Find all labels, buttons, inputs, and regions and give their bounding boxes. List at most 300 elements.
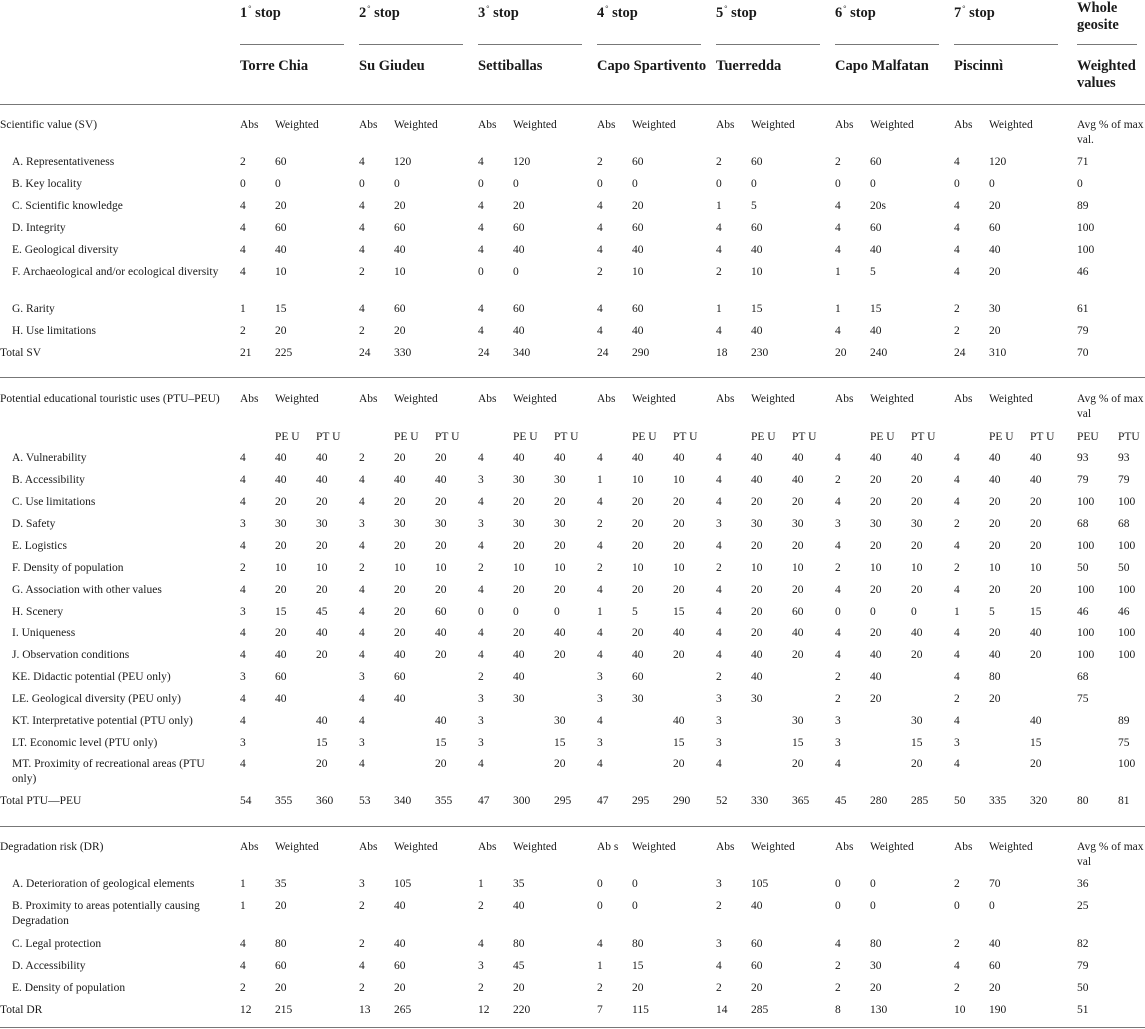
abs-value: 4 xyxy=(954,584,960,596)
stop-name-header: Settiballas xyxy=(478,58,543,74)
abs-value: 4 xyxy=(716,496,722,508)
abs-column-header: Abs xyxy=(835,119,854,131)
abs-value: 4 xyxy=(478,584,484,596)
weighted-value: 20 xyxy=(275,982,287,994)
criterion-label: E. Logistics xyxy=(12,540,67,552)
abs-value: 3 xyxy=(240,737,246,749)
weighted-column-header: Weighted xyxy=(751,119,795,131)
criterion-label: A. Deterioration of geological elements xyxy=(12,878,195,890)
weighted-column-header: Weighted xyxy=(513,119,557,131)
weighted-value: 40 xyxy=(751,452,763,464)
stop-number-header xyxy=(359,0,400,22)
weighted-value: 60 xyxy=(394,960,406,972)
abs-value: 4 xyxy=(478,540,484,552)
weighted-value: 30 xyxy=(751,693,763,705)
weighted-value: 40 xyxy=(751,900,763,912)
weighted-column-header: Weighted xyxy=(989,119,1033,131)
criterion-label: G. Rarity xyxy=(12,303,55,315)
ptu-weighted-value: 20 xyxy=(316,758,328,770)
weighted-value: 80 xyxy=(989,671,1001,683)
weighted-column-header: Weighted xyxy=(275,841,319,853)
criterion-label: KT. Interpretative potential (PTU only) xyxy=(12,715,193,727)
weighted-value: 0 xyxy=(513,606,519,618)
peu-subheader: PE U xyxy=(513,431,538,443)
weighted-column-header: Weighted xyxy=(751,393,795,405)
abs-value: 1 xyxy=(597,960,603,972)
ptu-weighted-value: 40 xyxy=(1030,715,1042,727)
weighted-value: 10 xyxy=(394,562,406,574)
weighted-value: 20 xyxy=(751,627,763,639)
abs-value: 4 xyxy=(954,540,960,552)
abs-value: 3 xyxy=(835,715,841,727)
ptu-weighted-value: 10 xyxy=(911,562,923,574)
weighted-value: 20 xyxy=(394,452,406,464)
weighted-value: 40 xyxy=(275,649,287,661)
abs-value: 3 xyxy=(835,518,841,530)
stop-name-header: Torre Chia xyxy=(240,58,309,74)
ptu-weighted-value: 20 xyxy=(316,584,328,596)
avg-percent-header: Avg % of max val. xyxy=(1077,119,1144,146)
abs-value: 4 xyxy=(716,960,722,972)
weighted-value: 20 xyxy=(275,584,287,596)
abs-value: 10 xyxy=(954,1004,966,1016)
weighted-value: 115 xyxy=(632,1004,649,1016)
ptu-weighted-value: 20 xyxy=(435,758,447,770)
abs-value: 3 xyxy=(597,671,603,683)
abs-value: 1 xyxy=(835,303,841,315)
ptu-weighted-value: 40 xyxy=(673,715,685,727)
abs-value: 4 xyxy=(835,325,841,337)
criterion-label: LE. Geological diversity (PEU only) xyxy=(12,693,181,705)
abs-value: 4 xyxy=(359,496,365,508)
weighted-value: 40 xyxy=(394,649,406,661)
weighted-value: 0 xyxy=(870,606,876,618)
abs-value: 2 xyxy=(954,982,960,994)
abs-value: 4 xyxy=(954,156,960,168)
abs-value: 4 xyxy=(359,758,365,770)
abs-value: 3 xyxy=(835,737,841,749)
peu-subheader: PE U xyxy=(870,431,895,443)
ptu-subheader: PT U xyxy=(435,431,460,443)
abs-value: 4 xyxy=(359,649,365,661)
weighted-value: 40 xyxy=(870,671,882,683)
weighted-value: 20 xyxy=(632,200,644,212)
weighted-column-header: Weighted xyxy=(394,119,438,131)
weighted-value: 60 xyxy=(275,156,287,168)
weighted-value: 20 xyxy=(513,627,525,639)
abs-value: 2 xyxy=(597,982,603,994)
weighted-value: 20 xyxy=(870,627,882,639)
stop-ordinal: 3 xyxy=(478,5,486,21)
weighted-value: 80 xyxy=(632,938,644,950)
weighted-value: 40 xyxy=(632,452,644,464)
weighted-value: 40 xyxy=(394,938,406,950)
weighted-value: 10 xyxy=(632,562,644,574)
abs-column-header: Abs xyxy=(716,393,735,405)
abs-value: 4 xyxy=(478,325,484,337)
abs-value: 2 xyxy=(240,562,246,574)
abs-value: 4 xyxy=(716,325,722,337)
abs-value: 14 xyxy=(716,1004,728,1016)
ptu-weighted-value: 20 xyxy=(435,540,447,552)
ptu-weighted-value: 60 xyxy=(792,606,804,618)
ptu-weighted-value: 15 xyxy=(673,737,685,749)
abs-value: 2 xyxy=(359,982,365,994)
weighted-value: 10 xyxy=(394,266,406,278)
abs-value: 4 xyxy=(359,606,365,618)
abs-value: 4 xyxy=(478,627,484,639)
whole-ptu-subheader: PTU xyxy=(1118,431,1140,443)
ptu-weighted-value: 20 xyxy=(554,584,566,596)
whole-geosite-value: 61 xyxy=(1077,303,1089,315)
weighted-value: 20 xyxy=(751,540,763,552)
whole-geosite-value: 93 xyxy=(1077,452,1089,464)
whole-geosite-value: 79 xyxy=(1077,325,1089,337)
weighted-value: 80 xyxy=(513,938,525,950)
abs-value: 0 xyxy=(597,178,603,190)
weighted-value: 105 xyxy=(751,878,769,890)
weighted-value: 20 xyxy=(513,584,525,596)
weighted-value: 20 xyxy=(394,982,406,994)
abs-value: 0 xyxy=(835,178,841,190)
abs-value: 8 xyxy=(835,1004,841,1016)
abs-value: 2 xyxy=(359,562,365,574)
abs-value: 3 xyxy=(716,693,722,705)
stop-header-rule xyxy=(359,44,463,45)
section-header-label: Scientific value (SV) xyxy=(0,119,98,131)
stop-name-header: Su Giudeu xyxy=(359,58,425,74)
ptu-weighted-value: 15 xyxy=(435,737,447,749)
ptu-weighted-value: 30 xyxy=(435,518,447,530)
whole-header-rule xyxy=(1077,44,1137,45)
abs-value: 2 xyxy=(835,562,841,574)
ptu-weighted-value: 10 xyxy=(673,562,685,574)
abs-value: 4 xyxy=(597,584,603,596)
weighted-value: 60 xyxy=(751,156,763,168)
ptu-weighted-value: 10 xyxy=(673,474,685,486)
abs-value: 7 xyxy=(597,1004,603,1016)
ptu-weighted-value: 20 xyxy=(673,649,685,661)
ptu-weighted-value: 20 xyxy=(673,540,685,552)
weighted-column-header: Weighted xyxy=(870,841,914,853)
whole-geosite-ptu-value: 50 xyxy=(1118,562,1130,574)
abs-column-header: Abs xyxy=(954,119,973,131)
ptu-weighted-value: 15 xyxy=(554,737,566,749)
abs-column-header: Abs xyxy=(478,393,497,405)
ptu-weighted-value: 40 xyxy=(792,627,804,639)
abs-value: 3 xyxy=(597,693,603,705)
ptu-weighted-value: 285 xyxy=(911,795,929,807)
weighted-value: 20 xyxy=(394,496,406,508)
abs-value: 2 xyxy=(240,325,246,337)
weighted-column-header: Weighted xyxy=(513,393,557,405)
weighted-value: 0 xyxy=(870,878,876,890)
abs-value: 12 xyxy=(478,1004,490,1016)
whole-geosite-value: 79 xyxy=(1077,960,1089,972)
abs-value: 3 xyxy=(240,671,246,683)
weighted-value: 15 xyxy=(870,303,882,315)
abs-value: 4 xyxy=(716,606,722,618)
abs-value: 4 xyxy=(359,540,365,552)
ptu-weighted-value: 360 xyxy=(316,795,334,807)
abs-value: 3 xyxy=(359,737,365,749)
weighted-value: 60 xyxy=(513,222,525,234)
stop-suffix: stop xyxy=(727,5,757,21)
ptu-weighted-value: 40 xyxy=(554,452,566,464)
abs-value: 4 xyxy=(716,540,722,552)
stop-name-header: Capo Spartivento xyxy=(597,58,707,74)
weighted-value: 60 xyxy=(989,960,1001,972)
ptu-weighted-value: 295 xyxy=(554,795,572,807)
stop-ordinal: 7 xyxy=(954,5,962,21)
weighted-column-header: Weighted xyxy=(870,393,914,405)
abs-value: 0 xyxy=(835,900,841,912)
weighted-value: 40 xyxy=(513,900,525,912)
abs-value: 2 xyxy=(240,982,246,994)
weighted-value: 30 xyxy=(632,693,644,705)
weighted-value: 80 xyxy=(275,938,287,950)
weighted-value: 10 xyxy=(632,474,644,486)
weighted-value: 20 xyxy=(870,496,882,508)
table-bottom-rule xyxy=(0,1027,1145,1028)
weighted-value: 0 xyxy=(989,178,995,190)
degree-sign: ° xyxy=(962,4,966,13)
degree-sign: ° xyxy=(724,4,728,13)
weighted-value: 20 xyxy=(394,606,406,618)
ptu-weighted-value: 20 xyxy=(911,474,923,486)
abs-value: 4 xyxy=(954,960,960,972)
whole-geosite-value: 100 xyxy=(1077,584,1095,596)
weighted-value: 330 xyxy=(751,795,769,807)
abs-value: 4 xyxy=(835,938,841,950)
weighted-value: 30 xyxy=(870,960,882,972)
weighted-value: 290 xyxy=(632,347,650,359)
ptu-weighted-value: 40 xyxy=(435,627,447,639)
abs-value: 2 xyxy=(716,900,722,912)
weighted-value: 130 xyxy=(870,1004,888,1016)
weighted-value: 60 xyxy=(632,222,644,234)
whole-geosite-ptu-value: 100 xyxy=(1118,496,1136,508)
weighted-value: 20 xyxy=(394,540,406,552)
abs-value: 4 xyxy=(240,452,246,464)
ptu-weighted-value: 40 xyxy=(673,627,685,639)
weighted-value: 20 xyxy=(989,266,1001,278)
peu-subheader: PE U xyxy=(751,431,776,443)
weighted-column-header: Weighted xyxy=(394,393,438,405)
abs-column-header: Abs xyxy=(716,841,735,853)
ptu-weighted-value: 40 xyxy=(554,627,566,639)
weighted-value: 10 xyxy=(751,562,763,574)
weighted-value: 60 xyxy=(632,671,644,683)
ptu-subheader: PT U xyxy=(911,431,936,443)
weighted-value: 20 xyxy=(513,982,525,994)
ptu-weighted-value: 20 xyxy=(554,496,566,508)
whole-geosite-value: 51 xyxy=(1077,1004,1089,1016)
abs-value: 4 xyxy=(240,960,246,972)
abs-value: 4 xyxy=(835,758,841,770)
weighted-value: 190 xyxy=(989,1004,1007,1016)
whole-weighted-header: values xyxy=(1077,75,1116,91)
abs-value: 3 xyxy=(478,474,484,486)
abs-value: 4 xyxy=(597,200,603,212)
weighted-value: 45 xyxy=(513,960,525,972)
ptu-weighted-value: 40 xyxy=(673,452,685,464)
weighted-value: 40 xyxy=(989,938,1001,950)
whole-weighted-header: Weighted xyxy=(1077,58,1136,74)
abs-column-header: Abs xyxy=(240,841,259,853)
weighted-value: 330 xyxy=(394,347,412,359)
weighted-value: 265 xyxy=(394,1004,412,1016)
weighted-value: 10 xyxy=(275,562,287,574)
weighted-value: 0 xyxy=(513,266,519,278)
weighted-value: 355 xyxy=(275,795,293,807)
criterion-label: A. Representativeness xyxy=(12,156,115,168)
ptu-weighted-value: 15 xyxy=(1030,737,1042,749)
abs-value: 4 xyxy=(359,244,365,256)
abs-value: 0 xyxy=(359,178,365,190)
abs-column-header: Abs xyxy=(359,393,378,405)
abs-value: 0 xyxy=(835,878,841,890)
abs-value: 3 xyxy=(716,518,722,530)
stop-ordinal: 1 xyxy=(240,5,248,21)
weighted-value: 5 xyxy=(989,606,995,618)
weighted-value: 10 xyxy=(513,562,525,574)
criterion-label: H. Scenery xyxy=(12,606,64,618)
ptu-weighted-value: 10 xyxy=(316,562,328,574)
ptu-weighted-value: 30 xyxy=(911,715,923,727)
ptu-weighted-value: 30 xyxy=(792,518,804,530)
abs-value: 4 xyxy=(478,938,484,950)
ptu-weighted-value: 20 xyxy=(316,540,328,552)
weighted-value: 20 xyxy=(989,584,1001,596)
abs-value: 2 xyxy=(954,325,960,337)
abs-value: 0 xyxy=(478,606,484,618)
ptu-weighted-value: 20 xyxy=(911,649,923,661)
abs-value: 2 xyxy=(597,518,603,530)
abs-value: 4 xyxy=(954,715,960,727)
criterion-label: B. Proximity to areas potentially causing Degradation xyxy=(12,900,200,927)
weighted-value: 40 xyxy=(394,244,406,256)
weighted-value: 40 xyxy=(870,452,882,464)
stop-suffix: stop xyxy=(489,5,519,21)
abs-value: 4 xyxy=(240,540,246,552)
abs-column-header: Abs xyxy=(478,841,497,853)
abs-value: 4 xyxy=(478,649,484,661)
weighted-value: 5 xyxy=(870,266,876,278)
total-row-label: Total PTU—PEU xyxy=(0,795,82,807)
abs-value: 4 xyxy=(240,758,246,770)
abs-column-header: Abs xyxy=(954,841,973,853)
abs-value: 2 xyxy=(597,562,603,574)
criterion-label: MT. Proximity of recreational areas (PTU only) xyxy=(12,758,205,785)
weighted-value: 40 xyxy=(275,693,287,705)
abs-value: 4 xyxy=(716,474,722,486)
abs-value: 4 xyxy=(478,496,484,508)
whole-geosite-header: geosite xyxy=(1077,17,1119,33)
ptu-weighted-value: 20 xyxy=(1030,584,1042,596)
abs-value: 4 xyxy=(716,649,722,661)
whole-geosite-ptu-value: 100 xyxy=(1118,649,1136,661)
abs-value: 2 xyxy=(954,693,960,705)
weighted-value: 60 xyxy=(275,222,287,234)
weighted-value: 40 xyxy=(513,649,525,661)
criterion-label: D. Integrity xyxy=(12,222,66,234)
weighted-value: 220 xyxy=(513,1004,531,1016)
weighted-value: 225 xyxy=(275,347,293,359)
weighted-value: 15 xyxy=(275,606,287,618)
criterion-label: C. Legal protection xyxy=(12,938,102,950)
ptu-weighted-value: 20 xyxy=(554,540,566,552)
abs-value: 21 xyxy=(240,347,252,359)
ptu-weighted-value: 20 xyxy=(911,584,923,596)
whole-geosite-value: 50 xyxy=(1077,982,1089,994)
avg-percent-header: Avg % of max val xyxy=(1077,841,1144,868)
ptu-weighted-value: 40 xyxy=(911,627,923,639)
weighted-value: 40 xyxy=(751,474,763,486)
whole-geosite-header: Whole xyxy=(1077,0,1118,16)
abs-value: 4 xyxy=(835,649,841,661)
abs-value: 0 xyxy=(478,266,484,278)
weighted-value: 40 xyxy=(751,649,763,661)
weighted-value: 10 xyxy=(751,266,763,278)
abs-value: 4 xyxy=(478,758,484,770)
weighted-value: 20 xyxy=(870,474,882,486)
criterion-label: H. Use limitations xyxy=(12,325,97,337)
abs-value: 3 xyxy=(716,878,722,890)
peu-subheader: PE U xyxy=(275,431,300,443)
abs-value: 0 xyxy=(478,178,484,190)
stop-ordinal: 2 xyxy=(359,5,367,21)
abs-value: 24 xyxy=(597,347,609,359)
abs-value: 0 xyxy=(240,178,246,190)
weighted-column-header: Weighted xyxy=(870,119,914,131)
ptu-weighted-value: 20 xyxy=(792,496,804,508)
ptu-weighted-value: 355 xyxy=(435,795,453,807)
abs-value: 2 xyxy=(716,562,722,574)
weighted-value: 30 xyxy=(870,518,882,530)
abs-value: 1 xyxy=(835,266,841,278)
ptu-weighted-value: 20 xyxy=(1030,758,1042,770)
weighted-value: 20 xyxy=(632,518,644,530)
ptu-weighted-value: 40 xyxy=(792,474,804,486)
stop-name-header: Piscinnì xyxy=(954,58,1004,74)
ptu-weighted-value: 290 xyxy=(673,795,691,807)
abs-value: 4 xyxy=(954,758,960,770)
weighted-value: 0 xyxy=(632,178,638,190)
ptu-weighted-value: 40 xyxy=(435,474,447,486)
ptu-weighted-value: 30 xyxy=(554,715,566,727)
stop-suffix: stop xyxy=(251,5,281,21)
abs-value: 4 xyxy=(954,496,960,508)
abs-column-header: Abs xyxy=(835,841,854,853)
ptu-weighted-value: 20 xyxy=(1030,649,1042,661)
stop-number-header xyxy=(835,0,876,22)
stop-name-header: Capo Malfatan xyxy=(835,58,929,74)
abs-value: 0 xyxy=(716,178,722,190)
abs-value: 4 xyxy=(954,671,960,683)
abs-value: 4 xyxy=(240,938,246,950)
abs-value: 2 xyxy=(716,156,722,168)
ptu-weighted-value: 20 xyxy=(911,540,923,552)
peu-subheader: PE U xyxy=(989,431,1014,443)
weighted-value: 60 xyxy=(751,222,763,234)
abs-column-header: Abs xyxy=(716,119,735,131)
abs-column-header: Abs xyxy=(240,119,259,131)
section-header-label: Potential educational touristic uses (PTU–PEU) xyxy=(0,393,220,405)
weighted-value: 20 xyxy=(989,518,1001,530)
abs-value: 18 xyxy=(716,347,728,359)
abs-value: 12 xyxy=(240,1004,252,1016)
